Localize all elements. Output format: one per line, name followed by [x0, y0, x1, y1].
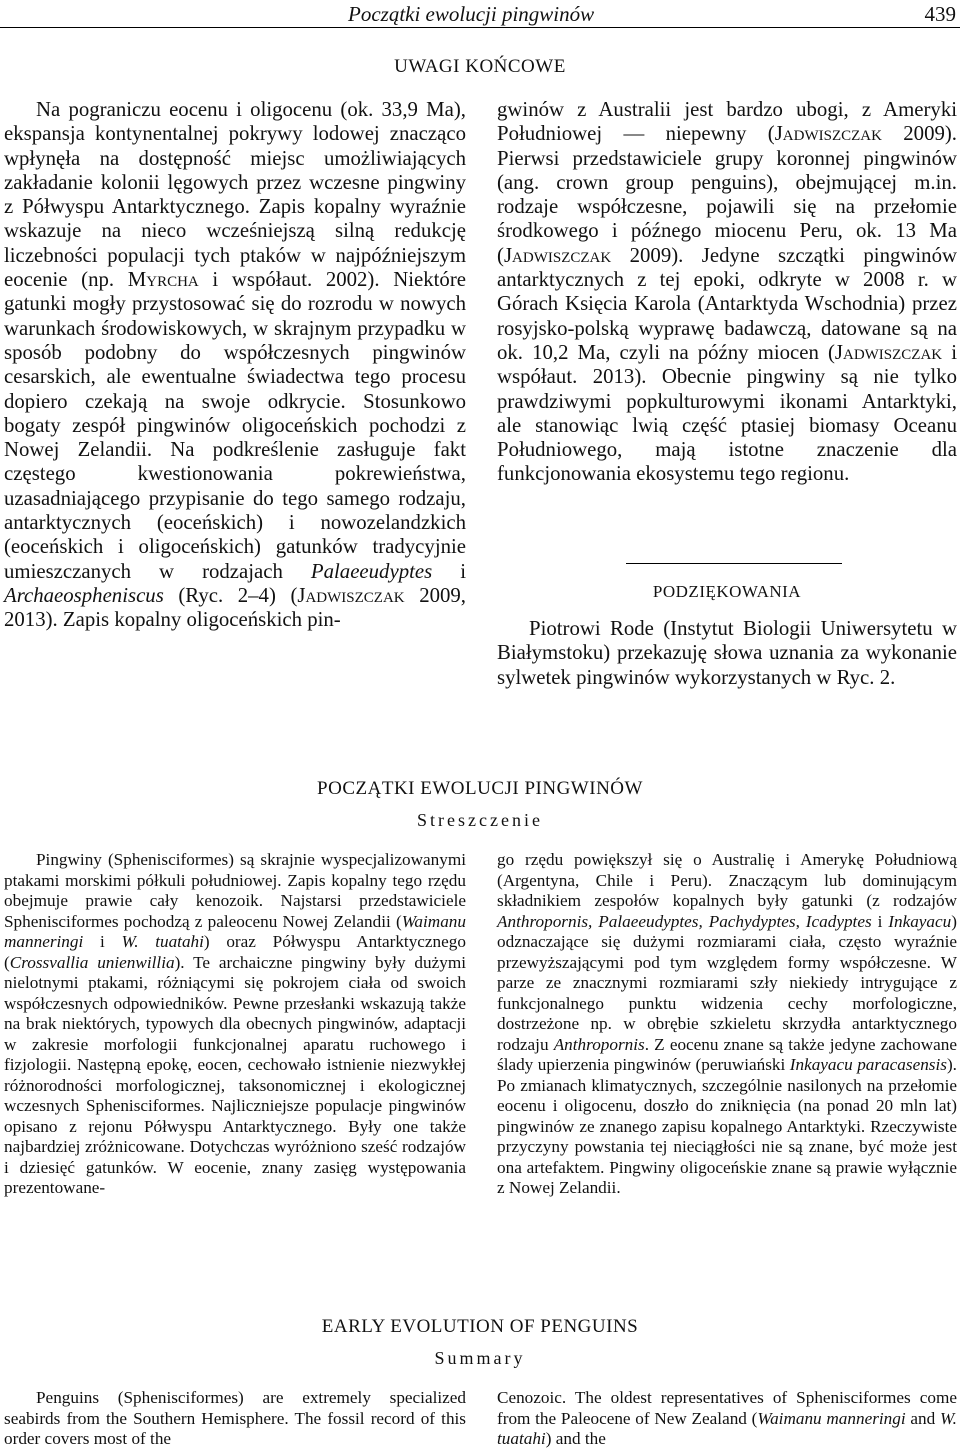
author-name: Myrcha — [127, 268, 199, 292]
section-title-uwagi: UWAGI KOŃCOWE — [394, 56, 566, 77]
italic-run: W. tuatahi — [121, 932, 204, 951]
italic-run: Anthropornis — [553, 1034, 645, 1054]
italic-run: Anthropornis, Palaeeudyptes, Pachydyptes — [497, 911, 796, 931]
section-title-streszczenie: POCZĄTKI EWOLUCJI PINGWINÓW — [317, 778, 643, 799]
uwagi-column-right — [497, 98, 957, 487]
text-run: Pingwiny (Sphenisciformes) są skrajnie wyspecjalizowanymi ptakami morskimi półkuli południowej. Zapis kopalny tego rzędu obejmuje prawie cały kenozoik. Najstarsi przedstawiciele Sphenisciformes pochodzą z paleocenu Nowej Zelandii ( — [4, 850, 466, 931]
text-run: i współaut. 2002). Niektóre gatunki mogły przystosować się do rozrodu w nowych warunkach środowiskowych, w skrajnym przypadku w sposób podobny do współczesnych pingwinów cesarskich, ale ewentualne świadectwa tego procesu dopiero czekają na swoje odkrycie. Stosunkowo bogaty zespół pingwinów oligoceńskich pochodzi z Nowej Zelandii. Na podkreślenie zasługuje fakt częstego kwestionowania pokrewieństwa, uzasadniającego przypisanie do tego samego rodzaju, antarktycznych (eoceńskich) i nowozelandzkich (eoceńskich i oligoceńskich) gatunków tradycyjnie umieszczanych w rodzajach — [4, 268, 466, 583]
podziekowania-paragraph: Piotrowi Rode (Instytut Biologii Uniwersytetu w Białymstoku) przekazuję słowa uznania za wykonanie sylwetek pingwinów wykorzystanych w Ryc. 2. — [497, 617, 957, 689]
italic-run: Inkayacu — [888, 911, 952, 931]
section-title-podziekowania: PODZIĘKOWANIA — [652, 582, 802, 601]
text-run: 2009). Pierwsi przedstawiciele grupy koronnej pingwinów (ang. crown group penguins), obejmującej m.in. rodzaje współczesne, pojawili się na przełomie środkowego i późnego miocenu Peru, ok. 13 Ma ( — [497, 122, 957, 267]
streszczenie-paragraph-left — [4, 850, 466, 1199]
subtitle-summary: Summary — [434, 1348, 526, 1368]
author-name: Jadwiszczak — [834, 340, 943, 364]
text-run: gwinów z Australii jest bardzo ubogi, z Ameryki Południowej — niepewny ( — [497, 98, 957, 146]
summary-column-right — [497, 1388, 957, 1450]
running-title: Początki ewolucji pingwinów — [348, 2, 595, 26]
italic-run: Palaeeudyptes — [310, 559, 433, 583]
streszczenie-column-left — [4, 850, 466, 1199]
summary-paragraph-right — [497, 1388, 957, 1450]
text-run: 2009). Jedyne szczątki pingwinów antarktycznych z tej epoki, odkryte w 2008 r. w Górach Księcia Karola (Antarktyda Wschodnia) przez rosyjsko-polską wyprawę badawczą, datowane są na ok. 10,2 Ma, czyli na późny miocen ( — [497, 243, 957, 364]
header-rule — [0, 27, 960, 28]
text-run: ) oraz Półwyspu Antarktycznego ( — [4, 932, 466, 972]
author-name: Jadwiszczak — [297, 583, 405, 607]
text-run: . Z eocenu znane są także jedyne zachowane ślady upierzenia pingwinów (peruwiański — [497, 1034, 957, 1074]
text-run: go rzędu powiększył się o Australię i Amerykę Południową (Argentyna, Chile i Peru). Znaczącym lub dominującym składnikiem zespołów kopalnych były gatunki (z rodzajów — [497, 850, 957, 910]
page-header — [0, 0, 960, 26]
italic-run: Icadyptes — [805, 911, 872, 931]
text-run: i — [83, 932, 122, 951]
summary-column-left — [4, 1388, 466, 1450]
text-run: and — [905, 1408, 940, 1428]
italic-run: Archaeospheniscus — [4, 583, 164, 607]
text-run: Cenozoic. The oldest representatives of Sphenisciformes come from the Paleocene of New Zealand ( — [497, 1388, 957, 1428]
subtitle-streszczenie: Streszczenie — [417, 810, 543, 830]
text-run: i — [871, 911, 889, 931]
text-run: 2009, 2013). Zapis kopalny oligoceńskich pin- — [4, 583, 466, 632]
italic-run: Waimanu manneringi — [757, 1408, 906, 1428]
section-title-summary: EARLY EVOLUTION OF PENGUINS — [321, 1316, 639, 1337]
text-run: ) odznaczające się dużymi rozmiarami ciała, często wyraźnie przewyższającymi pod tym względem formy współczesne. W parze ze znacznymi rozmiarami szły niekiedy intrygujące z funkcjonalnego punktu widzenia cechy morfologiczne, dostrzeżone np. w obrębie szkieletu skrzydła antarktycznego rodzaju — [497, 911, 957, 1054]
author-name: Jadwiszczak — [503, 243, 612, 267]
italic-run: Inkayacu paracasensis — [789, 1055, 947, 1074]
text-run: ). Te archaiczne pingwiny były dużymi nielotnymi ptakami, różniącymi się pokrojem ciała od swoich współczesnych odpowiedników. Pewne przesłanki wskazują także na brak niektórych, typowych dla obecnych pingwinów, adaptacji w zakresie morfologii funkcjonalnej aparatu ruchowego i fizjologii. Następną epokę, eocen, cechowało istnienie niezwykłej różnorodności morfologicznej, taksonomicznej i ekologicznej wczesnych Sphenisciformes. Najliczniejsze populacje pingwinów opisano z rejonu Półwyspu Antarktycznego. Były one także najbardziej zróżnicowane. Dotychczas wyróżniono sześć rodzajów i dziesięć gatunków. W eocenie, znany zasięg występowania prezentowane- — [4, 952, 466, 1197]
text-run: (Ryc. 2–4) ( — [163, 583, 298, 607]
uwagi-paragraph-left — [4, 98, 466, 633]
italic-run: Waimanu manneringi — [4, 911, 466, 951]
text-run: Na pograniczu eocenu i oligocenu (ok. 33,9 Ma), ekspansja kontynentalnej pokrywy lodowej znacząco wpłynęła na dostępność miejsc umożliwiających zakładanie kolonii lęgowych przez wczesne pingwiny z Półwyspu Antarktycznego. Zapis kopalny wyraźnie wskazuje na nieco wcześniejszą silną redukcję liczebności populacji tych ptaków w najpóźniejszym eocenie (np. — [4, 98, 466, 292]
page-number: 439 — [924, 2, 956, 26]
italic-run: Crossvallia unienwillia — [9, 952, 175, 972]
italic-run: W. tuatahi — [497, 1408, 957, 1448]
author-name: Jadwiszczak — [774, 122, 882, 146]
summary-paragraph-left — [4, 1388, 466, 1450]
text-run: i — [432, 559, 466, 583]
text-run: , — [795, 911, 806, 931]
uwagi-paragraph-right — [497, 98, 957, 487]
text-run: Penguins (Sphenisciformes) are extremely specialized seabirds from the Southern Hemisphere. The fossil record of this order covers most of the — [4, 1388, 466, 1448]
podziekowania-text-block — [497, 617, 957, 690]
uwagi-column-left — [4, 98, 466, 633]
text-run: ) and the — [545, 1429, 606, 1448]
section-divider — [626, 563, 842, 564]
text-run: i współaut. 2013). Obecnie pingwiny są nie tylko prawdziwymi popkulturowymi ikonami Antarktyki, ale stanowiąc lwią część ptasiej biomasy Oceanu Południowego, mają istotne znaczenie dla funkcjonowania ekosystemu tego regionu. — [497, 340, 957, 486]
text-run: ). Po zmianach klimatycznych, szczególnie nasilonych na przełomie eocenu i oligocenu, doszło do zniknięcia (na ponad 20 mln lat) pingwinów ze znanego zapisu kopalnego Antarktyki. Rzeczywiste przyczyny powstania tej nieciągłości nie są znane, być może jest ona artefaktem. Pingwiny oligoceńskie znane są prawie wyłącznie z Nowej Zelandii. — [497, 1055, 957, 1197]
streszczenie-paragraph-right — [497, 850, 957, 1199]
streszczenie-column-right — [497, 850, 957, 1199]
